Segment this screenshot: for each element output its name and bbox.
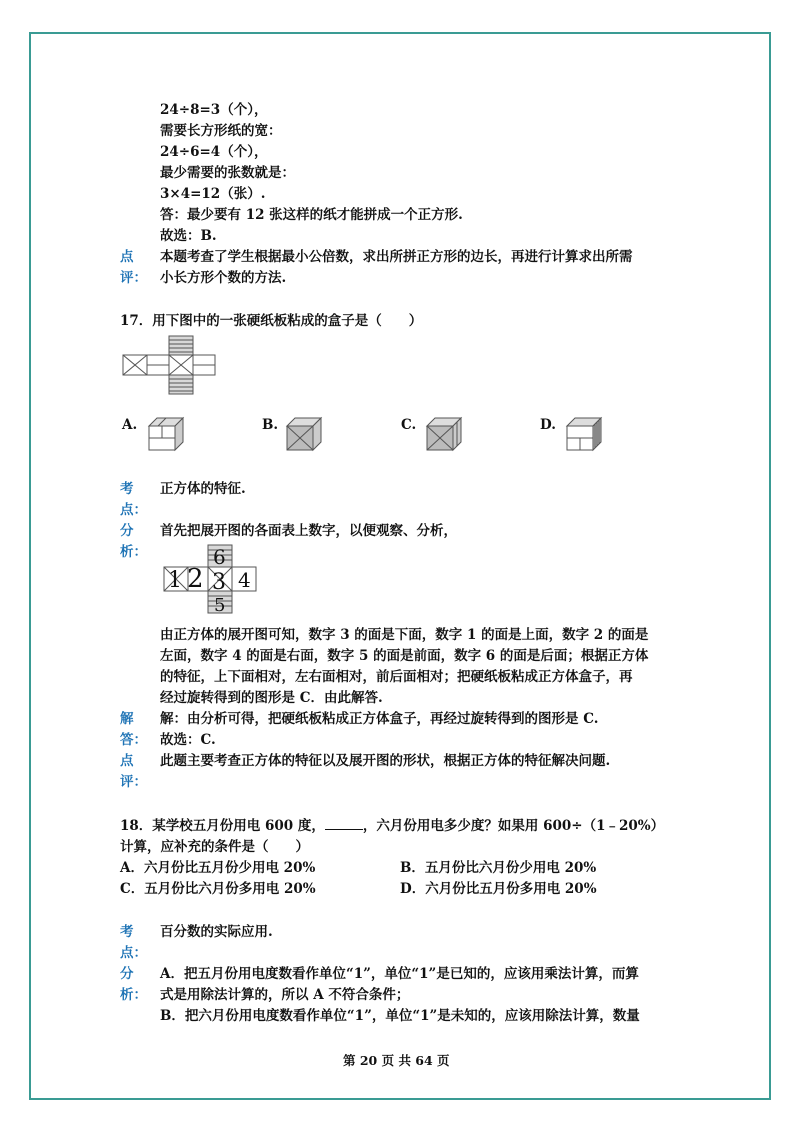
net-number-4: 4 [238,568,251,592]
page-footer: 第 20 页 共 64 页 [343,1053,450,1068]
solution-line-3: 24÷6=4（个）， [160,144,268,160]
q18-fx-line-1: A．把五月份用电度数看作单位“1”，单位“1”是已知的，应该用乘法计算，而算 [160,966,639,982]
solution-line-1: 24÷8=3（个）， [160,102,268,118]
q17-para-2: 左面，数字 4 的面是右面，数字 5 的面是前面，数字 6 的面是后面；根据正方体 [160,648,649,664]
q17-kd-label-1: 考 [120,481,134,497]
q17-jd-text-2: 故选：C. [160,732,216,748]
q17-option-d-label: D. [540,417,556,433]
q17-jd-label-2: 答： [120,732,147,748]
q17-kd-text: 正方体的特征. [160,481,246,497]
q18-fx-line-3: B．把六月份用电度数看作单位“1”，单位“1”是未知的，应该用除法计算，数量 [160,1008,640,1024]
q17-dp-label-2: 评： [120,774,147,790]
q18-option-d: D．六月份比五月份多用电 20% [400,881,597,897]
q18-stem-line-2: 计算，应补充的条件是（ ） [120,839,309,855]
q17-option-a-cube [146,414,186,452]
q17-option-c-label: C. [401,417,417,433]
q17-dp-label-1: 点 [120,753,134,769]
q18-option-a: A．六月份比五月份少用电 20% [120,860,316,876]
q18-kd-text: 百分数的实际应用. [160,924,273,940]
numbered-cube-net [160,543,260,615]
net-number-6: 6 [213,545,226,569]
q17-para-4: 经过旋转得到的图形是 C．由此解答. [160,690,383,706]
review-label-1: 点 [120,249,134,265]
q17-option-a-label: A. [122,417,138,433]
q17-option-b-cube [284,414,324,452]
q17-stem: 17．用下图中的一张硬纸板粘成的盒子是（ ） [120,313,423,329]
q18-option-c: C．五月份比六月份多用电 20% [120,881,316,897]
q18-fx-label-2: 析： [120,987,147,1003]
q18-kd-label-1: 考 [120,924,134,940]
q18-stem-line-1 [120,817,664,835]
q17-fx-label-1: 分 [120,523,134,539]
solution-line-6: 答：最少要有 12 张这样的纸才能拼成一个正方形. [160,207,463,223]
review-text-1: 本题考查了学生根据最小公倍数，求出所拼正方形的边长，再进行计算求出所需 [160,249,633,265]
q18-kd-label-2: 点： [120,945,147,961]
cube-net-figure [119,334,219,396]
solution-line-2: 需要长方形纸的宽： [160,123,282,139]
review-label-2: 评： [120,270,147,286]
q18-option-b: B．五月份比六月份少用电 20% [400,860,597,876]
net-number-2: 2 [187,564,204,594]
q17-dp-text: 此题主要考查正方体的特征以及展开图的形状，根据正方体的特征解决问题. [160,753,611,769]
solution-line-4: 最少需要的张数就是： [160,165,295,181]
q17-para-1: 由正方体的展开图可知，数字 3 的面是下面，数字 1 的面是上面，数字 2 的面是 [160,627,649,643]
page-border [29,32,771,1100]
q17-fx-text: 首先把展开图的各面表上数字，以便观察、分析， [160,523,457,539]
q18-fx-line-2: 式是用除法计算的，所以 A 不符合条件； [160,987,410,1003]
review-text-2: 小长方形个数的方法. [160,270,287,286]
net-number-5: 5 [214,595,226,615]
q17-para-3: 的特征，上下面相对，左右面相对，前后面相对；把硬纸板粘成正方体盒子，再 [160,669,633,685]
q18-stem-a: 18．某学校五月份用电 600 度， [120,818,325,834]
q17-kd-label-2: 点： [120,502,147,518]
net-number-3: 3 [212,570,226,595]
q17-option-c-cube [424,414,464,452]
q18-blank [325,817,363,830]
q18-fx-label-1: 分 [120,966,134,982]
q17-fx-label-2: 析： [120,544,147,560]
q17-jd-label-1: 解 [120,711,134,727]
q18-stem-b: ，六月份用电多少度？如果用 600÷（1﹣20%） [362,818,665,834]
q17-option-d-cube [564,414,604,452]
q17-option-b-label: B. [262,417,279,433]
net-number-1: 1 [168,568,182,593]
solution-line-5: 3×4=12（张）. [160,186,266,202]
solution-line-7: 故选：B. [160,228,217,244]
q17-jd-text-1: 解：由分析可得，把硬纸板粘成正方体盒子，再经过旋转得到的图形是 C. [160,711,599,727]
